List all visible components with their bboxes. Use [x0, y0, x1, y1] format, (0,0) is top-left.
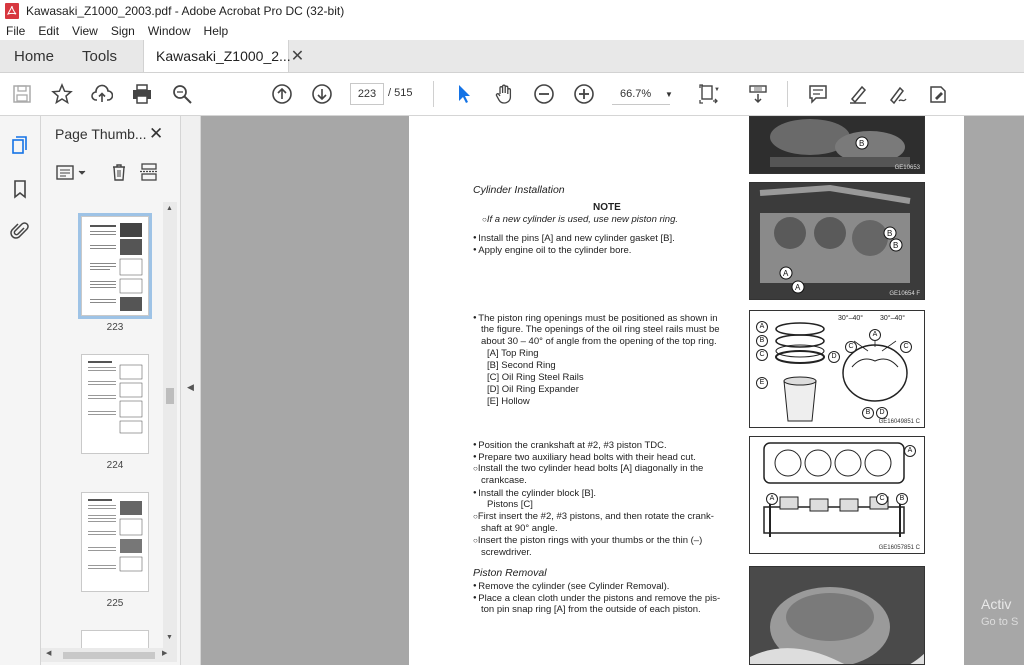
instruction-line: ● Apply engine oil to the cylinder bore.	[473, 244, 631, 257]
instruction-line: ○ Install the two cylinder head bolts [A] diagonally in the	[473, 463, 703, 475]
left-navigation-rail	[0, 116, 41, 665]
note-title: NOTE	[593, 202, 621, 213]
thumbnail-page-label: 225	[106, 598, 124, 609]
page-number-input[interactable]: 223	[350, 83, 384, 105]
callout-a: A	[756, 321, 768, 333]
menu-bar	[0, 22, 1024, 40]
instruction-line: the figure. The openings of the oil ring steel rails must be	[481, 324, 720, 335]
angle-label: 30°–40°	[880, 315, 906, 322]
tab-home[interactable]: Home	[14, 47, 55, 65]
callout-a: A	[904, 445, 916, 457]
callout-a: A	[869, 329, 881, 341]
instruction-line: ● Position the crankshaft at #2, #3 piston TDC.	[473, 439, 667, 452]
note-text: ○ If a new cylinder is used, use new piston ring.	[482, 214, 678, 226]
callout-b: B	[862, 407, 874, 419]
search-zoom-icon[interactable]	[170, 82, 194, 106]
svg-text:A: A	[783, 269, 789, 278]
collapse-panel-icon[interactable]: ◀	[187, 382, 194, 392]
instruction-line: crankcase.	[481, 475, 527, 486]
page-preview	[82, 493, 150, 593]
hscrollbar-thumb[interactable]	[63, 652, 155, 659]
instruction-line: ● Remove the cylinder (see Cylinder Removal).	[473, 580, 669, 593]
piston-photo	[749, 566, 925, 665]
figure-code: GE16049851 C	[878, 419, 920, 425]
callout-b: B	[896, 493, 908, 505]
instruction-line: ○ First insert the #2, #3 pistons, and then rotate the crank-	[473, 511, 714, 523]
close-tab-icon[interactable]: ✕	[290, 48, 305, 65]
page-preview	[82, 217, 150, 317]
previous-page-icon[interactable]	[270, 82, 294, 106]
callout-d: D	[876, 407, 888, 419]
pdf-page	[409, 116, 964, 665]
piston-ring-diagram	[749, 310, 925, 428]
instruction-line: ● Place a clean cloth under the pistons and remove the pis-	[473, 592, 720, 605]
window-title: Kawasaki_Z1000_2003.pdf - Adobe Acrobat Pro DC (32-bit)	[26, 4, 345, 18]
thumbnail-panel-title: Page Thumb...	[55, 126, 147, 142]
select-pointer-icon[interactable]	[452, 82, 476, 106]
angle-label: 30°–40°	[838, 315, 864, 322]
page-layout-icon[interactable]	[139, 162, 159, 182]
page-fit-icon[interactable]	[697, 82, 721, 106]
svg-text:B: B	[893, 241, 899, 250]
thumbnail-panel	[41, 116, 181, 665]
toolbar-divider	[433, 81, 434, 107]
section-heading: Piston Removal	[473, 567, 547, 579]
scroll-down-icon[interactable]: ▼	[166, 634, 173, 641]
instruction-line: ● Install the pins [A] and new cylinder gasket [B].	[473, 232, 675, 245]
activation-watermark-subtext: Go to S	[981, 616, 1019, 628]
thumbnail-page-label: 223	[106, 322, 124, 333]
thumbnail-page-label: 224	[106, 460, 124, 471]
scroll-up-icon[interactable]: ▲	[166, 205, 173, 212]
tab-bar	[0, 40, 1024, 73]
instruction-line: about 30 – 40° of angle from the opening of the top ring.	[481, 336, 717, 347]
thumbnail-toolbar	[51, 160, 171, 186]
instruction-line: ● The piston ring openings must be positioned as shown in	[473, 312, 718, 325]
callout-c: C	[876, 493, 888, 505]
figure-code: GE16057851 C	[878, 545, 920, 551]
page-thumbnail-224[interactable]	[81, 354, 149, 454]
panel-splitter[interactable]	[181, 116, 201, 665]
legend-item: [A] Top Ring	[487, 348, 539, 359]
comment-icon[interactable]	[806, 82, 830, 106]
thumbnail-options-icon[interactable]	[55, 164, 89, 182]
figure-code: GE10653	[894, 165, 920, 171]
thumbnail-list	[41, 202, 163, 648]
sign-pen-icon[interactable]	[886, 82, 910, 106]
legend-item: [D] Oil Ring Expander	[487, 384, 579, 395]
page-total: / 515	[388, 87, 413, 99]
activation-watermark: Activ	[981, 596, 1012, 612]
engine-photo-top	[749, 116, 925, 174]
acrobat-pdf-icon	[4, 3, 20, 19]
bookmark-icon[interactable]	[9, 178, 31, 200]
page-thumbnail-223[interactable]	[81, 216, 149, 316]
menu-window[interactable]: Window	[147, 24, 191, 38]
tab-tools[interactable]: Tools	[82, 47, 118, 65]
cylinder-gasket-photo	[749, 182, 925, 300]
svg-text:B: B	[887, 229, 893, 238]
title-bar	[0, 0, 1024, 22]
thumbnail-scrollbar[interactable]	[163, 202, 177, 648]
save-icon[interactable]	[10, 82, 34, 106]
zoom-level-select[interactable]: 66.7%	[612, 83, 670, 105]
page-thumbnails-icon[interactable]	[9, 134, 31, 156]
callout-c: C	[756, 349, 768, 361]
chevron-down-icon[interactable]: ▼	[665, 90, 673, 99]
tab-document-label: Kawasaki_Z1000_2...	[156, 48, 291, 64]
instruction-line: Pistons [C]	[487, 499, 533, 510]
instruction-line: ● Install the cylinder block [B].	[473, 487, 596, 500]
callout-b: B	[756, 335, 768, 347]
tab-document[interactable]	[143, 40, 305, 72]
section-heading: Cylinder Installation	[473, 184, 565, 196]
callout-c: C	[845, 341, 857, 353]
callout-c: C	[900, 341, 912, 353]
svg-text:A: A	[795, 283, 801, 292]
zoom-out-icon[interactable]	[532, 82, 556, 106]
attachment-icon[interactable]	[9, 220, 31, 242]
page-thumbnail-225[interactable]	[81, 492, 149, 592]
menu-edit[interactable]: Edit	[38, 24, 60, 38]
instruction-line: ● Prepare two auxiliary head bolts with their head cut.	[473, 451, 696, 464]
main-toolbar	[0, 73, 1024, 116]
next-page-icon[interactable]	[310, 82, 334, 106]
menu-file[interactable]: File	[6, 24, 26, 38]
highlight-pen-icon[interactable]	[846, 82, 870, 106]
cylinder-block-diagram	[749, 436, 925, 554]
menu-help[interactable]: Help	[203, 24, 229, 38]
scroll-right-icon[interactable]: ▶	[162, 650, 168, 657]
callout-e: E	[756, 377, 768, 389]
svg-text:B: B	[859, 139, 865, 148]
instruction-line: ○ Insert the piston rings with your thumbs or the thin (–)	[473, 535, 702, 547]
fill-sign-icon[interactable]	[926, 82, 950, 106]
callout-d: D	[828, 351, 840, 363]
legend-item: [B] Second Ring	[487, 360, 556, 371]
callout-a: A	[766, 493, 778, 505]
star-icon[interactable]	[50, 82, 74, 106]
scrolling-mode-icon[interactable]	[746, 82, 770, 106]
menu-view[interactable]: View	[72, 24, 98, 38]
menu-sign[interactable]: Sign	[110, 24, 135, 38]
instruction-line: ton pin snap ring [A] from the outside of each piston.	[481, 604, 701, 615]
page-preview	[82, 355, 150, 455]
scrollbar-thumb[interactable]	[166, 388, 174, 404]
document-viewport[interactable]	[201, 116, 1024, 665]
upload-cloud-icon[interactable]	[90, 82, 114, 106]
legend-item: [E] Hollow	[487, 396, 530, 407]
horizontal-scrollbar[interactable]	[41, 648, 177, 662]
toolbar-divider	[787, 81, 788, 107]
hand-tool-icon[interactable]	[492, 82, 516, 106]
figure-code: GE10654 F	[889, 291, 920, 297]
instruction-line: screwdriver.	[481, 547, 532, 558]
close-panel-icon[interactable]: ✕	[149, 124, 164, 143]
trash-icon[interactable]	[109, 162, 129, 182]
zoom-in-icon[interactable]	[572, 82, 596, 106]
scroll-left-icon[interactable]: ◀	[46, 650, 52, 657]
legend-item: [C] Oil Ring Steel Rails	[487, 372, 584, 383]
print-icon[interactable]	[130, 82, 154, 106]
instruction-line: shaft at 90° angle.	[481, 523, 558, 534]
svg-text:▼: ▼	[714, 87, 720, 93]
page-thumbnail-226[interactable]	[81, 630, 149, 648]
